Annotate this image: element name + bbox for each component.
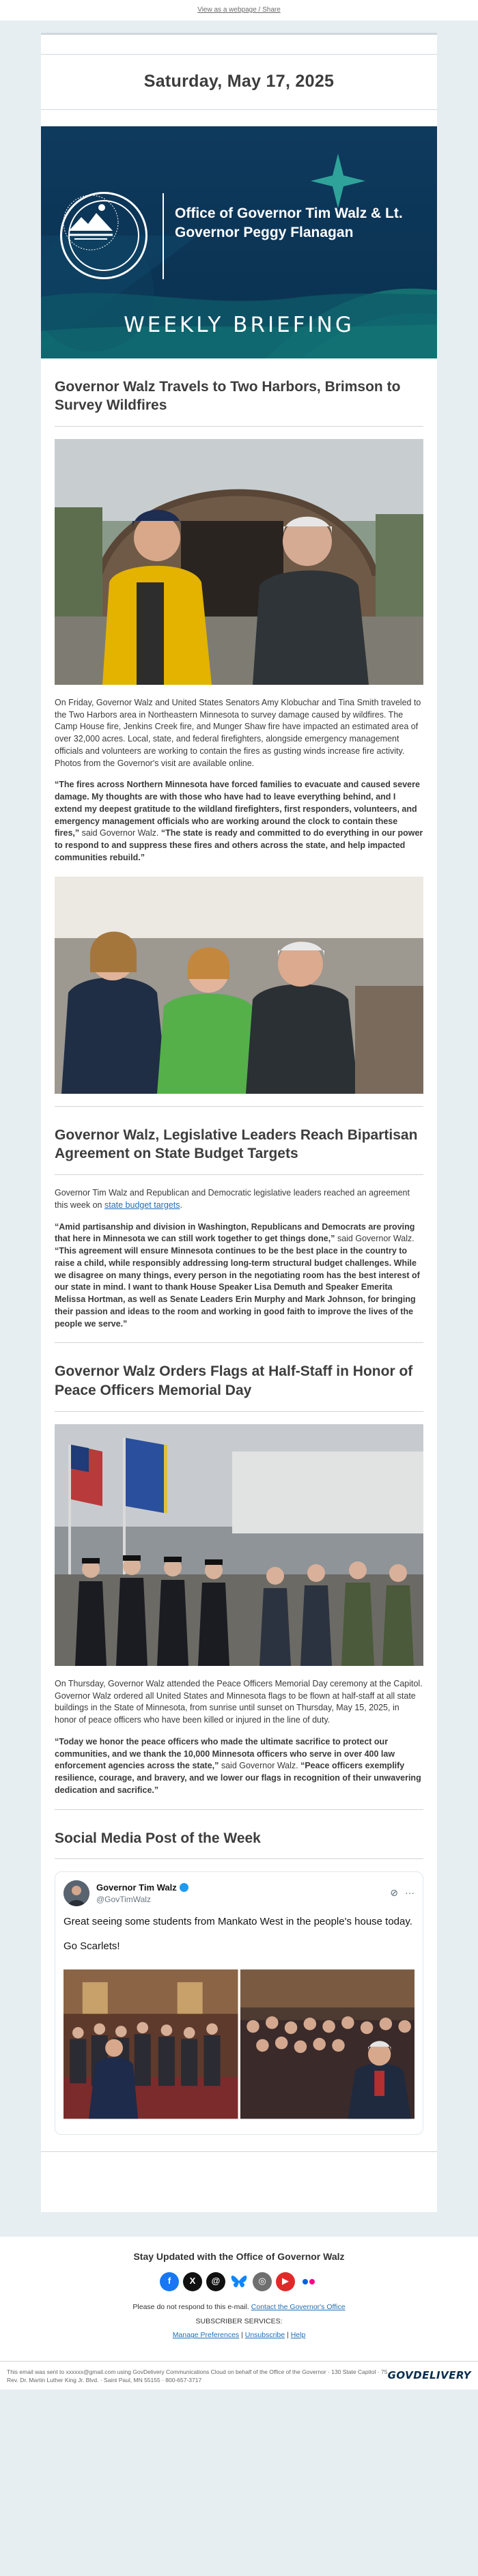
post-author-name[interactable] [96,1882,390,1894]
footer-title: Stay Updated with the Office of Governor Walz [133,2250,345,2262]
more-options-icon[interactable]: ··· [405,1887,414,1899]
banner-divider [163,193,164,279]
body-text: Governor Tim Walz and Republican and Democratic legislative leaders reached an agreement this week on [55,1188,410,1210]
date-header [41,33,437,126]
social-media-section [41,1810,437,2152]
seal-emblem-icon [62,194,120,251]
footer [0,2237,478,2362]
article-headline: Governor Walz Orders Flags at Half-Staff in Honor of Peace Officers Memorial Day [55,1363,413,1399]
photo-governor-wildfire [55,439,423,685]
link-separator: | [287,2331,289,2340]
legal-footer [0,2361,478,2390]
article-quote [55,779,423,864]
embedded-post[interactable] [55,1871,423,2135]
post-author-handle[interactable]: @GovTimWalz [96,1894,151,1904]
social-icons-row [0,2272,478,2291]
quote-part: “The state is ready and committed to do everything in our power to respond to and suppress these fires and others across the state, and help impacted communities rebuild.” [55,828,423,862]
threads-icon[interactable]: @ [206,2272,225,2291]
article-body: On Thursday, Governor Walz attended the Peace Officers Memorial Day ceremony at the Capitol. Governor Walz ordered all United States and Minnesota flags to be flown at half-staff at all state buildings in the State of Minnesota, from sunrise until sunset on Thursday, May 15, 2025, in honor of peace officers who have been killed or injured in the line of duty. [55,1678,423,1725]
noreply-notice [0,2302,478,2312]
instagram-icon[interactable]: ◎ [253,2272,272,2291]
body-text: . [180,1200,182,1210]
link-separator: | [241,2331,243,2340]
contact-governor-link[interactable]: Contact the Governor's Office [251,2302,346,2311]
quote-part: “Peace officers exemplify resilience, courage, and bravery, and we lower our flags in recognition of their unwavering dedication and sacrifice.” [55,1761,421,1795]
state-seal [60,192,147,279]
bluesky-icon[interactable] [229,2272,249,2291]
top-bar [0,0,478,20]
govdelivery-logo[interactable]: GOVDELIVERY [387,2369,471,2382]
article-headline: Governor Walz Travels to Two Harbors, Brimson to Survey Wildfires [55,378,401,414]
article-quote [55,1221,423,1331]
quote-part: “This agreement will ensure Minnesota continues to be the best place in the country to raise a child, while responsibly addressing long-term structural budget challenges. While we disagree on many things, every person in the negotiating room has the best interest of our state in mind. I want to thank House Speaker Lisa Demuth and Speaker Emerita Melissa Hortman, as well as Senate Leaders Erin Murphy and Mark Johnson, for bringing their passion and ideas to the room and working in good faith to improve the lives of the people we serve.” [55,1246,420,1329]
post-text-line: Go Scarlets! [64,1940,120,1953]
youtube-icon[interactable]: ▶ [276,2272,295,2291]
quote-attribution: said Governor Walz. [219,1761,301,1771]
x-icon[interactable]: X [183,2272,202,2291]
article-quote [55,1736,423,1797]
quote-part: “The fires across Northern Minnesota have forced families to evacuate and caused severe damage. My thoughts are with those who have had to leave everything behind, and I extend my deepest gratitude to the wildland firefighters, first responders, volunteers, and emergency management officials who are working around the clock to contain these fires,” [55,780,420,838]
flickr-icon[interactable] [299,2272,318,2291]
social-headline: Social Media Post of the Week [55,1830,261,1846]
noreply-text: Please do not respond to this e-mail. [132,2302,251,2311]
manage-preferences-link[interactable]: Manage Preferences [172,2331,240,2340]
view-as-webpage-link[interactable]: View as a webpage / Share [197,5,281,14]
article-headline: Governor Walz, Legislative Leaders Reach Bipartisan Agreement on State Budget Targets [55,1127,418,1162]
banner-title: Office of Governor Tim Walz & Lt. Governor Peggy Flanagan [175,205,403,241]
post-text [64,1914,414,1954]
help-link[interactable]: Help [290,2331,306,2340]
banner-subtitle: WEEKLY BRIEFING [124,313,354,338]
header-banner [41,126,437,358]
author-name-text: Governor Tim Walz [96,1882,177,1893]
article-body: On Friday, Governor Walz and United States Senators Amy Klobuchar and Tina Smith traveled to the Two Harbors area in Northeastern Minnesota to survey damage caused by wildfires. The Camp House fire, Jenkins Creek fire, and Munger Shaw fire have impacted an estimated area of over 32,000 acres. Local, state, and federal firefighters, alongside emergency management officials and volunteers are working to contain the fires as gusting winds increase fire activity. Photos from the Governor's visit are available online. [55,697,421,768]
post-photo-2[interactable] [240,1964,415,2125]
unsubscribe-link[interactable]: Unsubscribe [244,2331,285,2340]
quote-attribution: said Governor Walz. [335,1234,414,1244]
subscriber-links [0,2330,478,2340]
post-photos[interactable] [64,1964,414,2125]
post-text-line: Great seeing some students from Mankato West in the people's house today. [64,1916,412,1928]
post-photo-1[interactable] [64,1964,238,2125]
north-star-icon [311,154,365,208]
state-budget-targets-link[interactable]: state budget targets [104,1200,180,1210]
article-body [55,1187,423,1212]
issue-date: Saturday, May 17, 2025 [143,72,335,91]
facebook-icon[interactable]: f [160,2272,179,2291]
photo-briefing-room [55,877,423,1094]
grok-icon[interactable]: ⊘ [390,1887,398,1899]
avatar[interactable] [64,1880,89,1906]
subscriber-services-label: SUBSCRIBER SERVICES: [195,2317,283,2325]
quote-part: “Amid partisanship and division in Washington, Republicans and Democrats are proving that here in Minnesota we can still work together to get things done,” [55,1221,415,1244]
article-wildfires [41,358,437,1094]
quote-attribution: said Governor Walz. [79,828,161,838]
article-budget [41,1107,437,1331]
article-flags [41,1343,437,1796]
verified-badge-icon [180,1883,188,1892]
quote-part: “Today we honor the peace officers who made the ultimate sacrifice to protect our communities, and we thank the 10,000 Minnesota officers who serve in over 400 law enforcement agencies across the state,” [55,1736,395,1771]
newsletter-card [41,33,437,2212]
legal-text: This email was sent to xxxxxx@gmail.com using GovDelivery Communications Cloud on behalf of the Office of the Governor · 130 State Capitol · 75 Rev. Dr. Martin Luther King Jr. Blvd. · Saint Paul, MN 55155 · 800-657-3717 [7,2368,388,2383]
photo-peace-officers-ceremony [55,1424,423,1666]
